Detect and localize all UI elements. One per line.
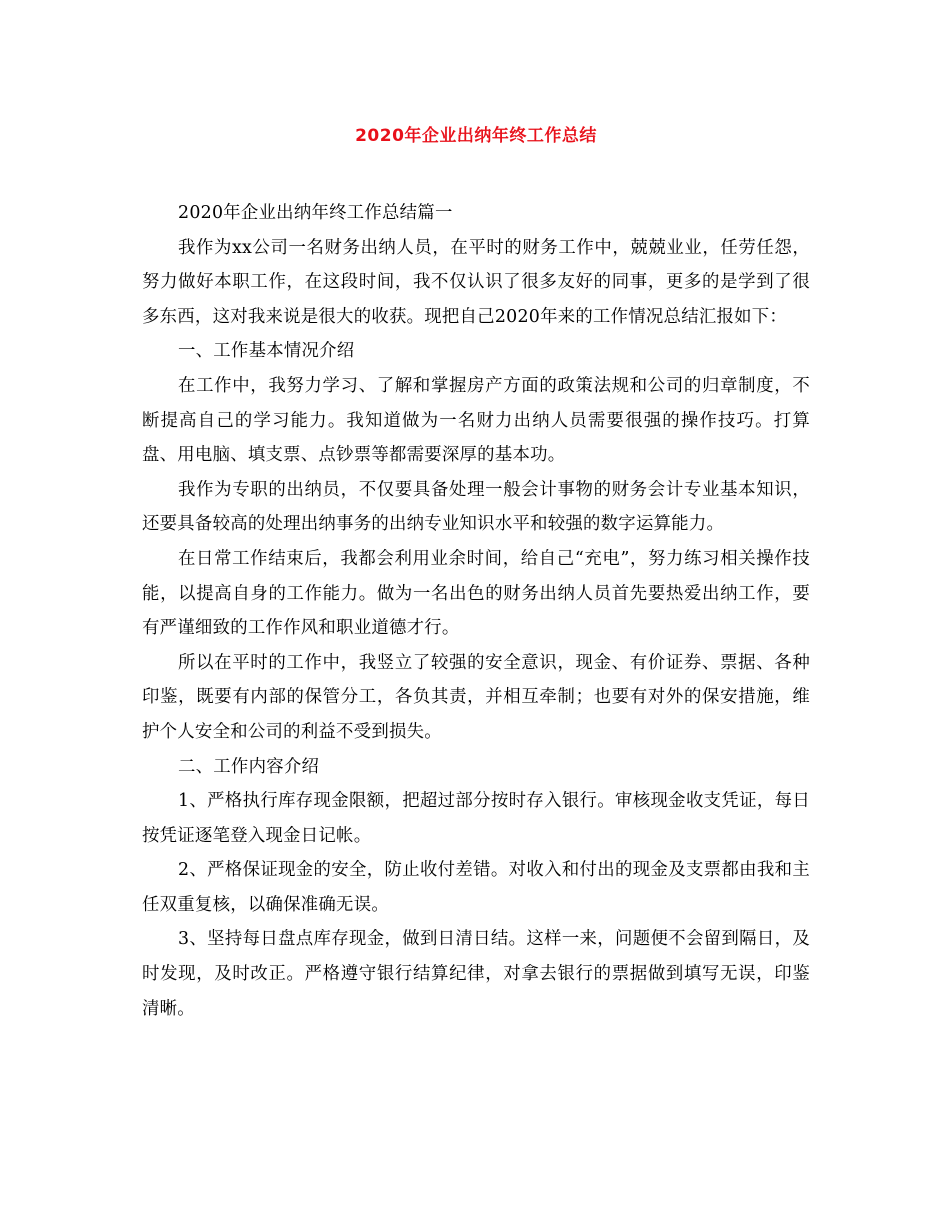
list-item: 3、坚持每日盘点库存现金，做到日清日结。这样一来，问题便不会留到隔日，及时发现，及时改正。严格遵守银行结算纪律，对拿去银行的票据做到填写无误，印鉴清晰。 — [142, 929, 810, 1019]
body-paragraph: 在工作中，我努力学习、了解和掌握房产方面的政策法规和公司的归章制度，不断提高自己的学习能力。我知道做为一名财力出纳人员需要很强的操作技巧。打算盘、用电脑、填支票、点钞票等都需要深厚的基本功。 — [142, 375, 810, 466]
body-paragraph: 我作为专职的出纳员，不仅要具备处理一般会计事物的财务会计专业基本知识，还要具备较高的处理出纳事务的出纳专业知识水平和较强的数字运算能力。 — [142, 479, 810, 535]
section-heading: 二、工作内容介绍 — [178, 756, 320, 777]
section-heading: 2020年企业出纳年终工作总结篇一 — [178, 203, 453, 223]
document-title: 2020年企业出纳年终工作总结 — [355, 126, 597, 146]
list-item: 1、严格执行库存现金限额，把超过部分按时存入银行。审核现金收支凭证，每日按凭证逐笔登入现金日记帐。 — [142, 791, 810, 846]
document-body — [142, 196, 810, 1026]
body-paragraph: 在日常工作结束后，我都会利用业余时间，给自己“充电”，努力练习相关操作技能，以提高自身的工作能力。做为一名出色的财务出纳人员首先要热爱出纳工作，要有严谨细致的工作作风和职业道德才行。 — [142, 548, 810, 639]
section-heading: 一、工作基本情况介绍 — [178, 341, 355, 362]
body-paragraph: 所以在平时的工作中，我竖立了较强的安全意识，现金、有价证券、票据、各种印鉴，既要有内部的保管分工，各负其责，并相互牵制；也要有对外的保安措施，维护个人安全和公司的利益不受到损失。 — [142, 652, 810, 742]
list-item: 2、严格保证现金的安全，防止收付差错。对收入和付出的现金及支票都由我和主任双重复核，以确保准确无误。 — [142, 860, 810, 915]
body-paragraph: 我作为xx公司一名财务出纳人员，在平时的财务工作中，兢兢业业，任劳任怨，努力做好本职工作，在这段时间，我不仅认识了很多友好的同事，更多的是学到了很多东西，这对我来说是很大的收获。现把自己2020年来的工作情况总结汇报如下： — [142, 237, 810, 327]
